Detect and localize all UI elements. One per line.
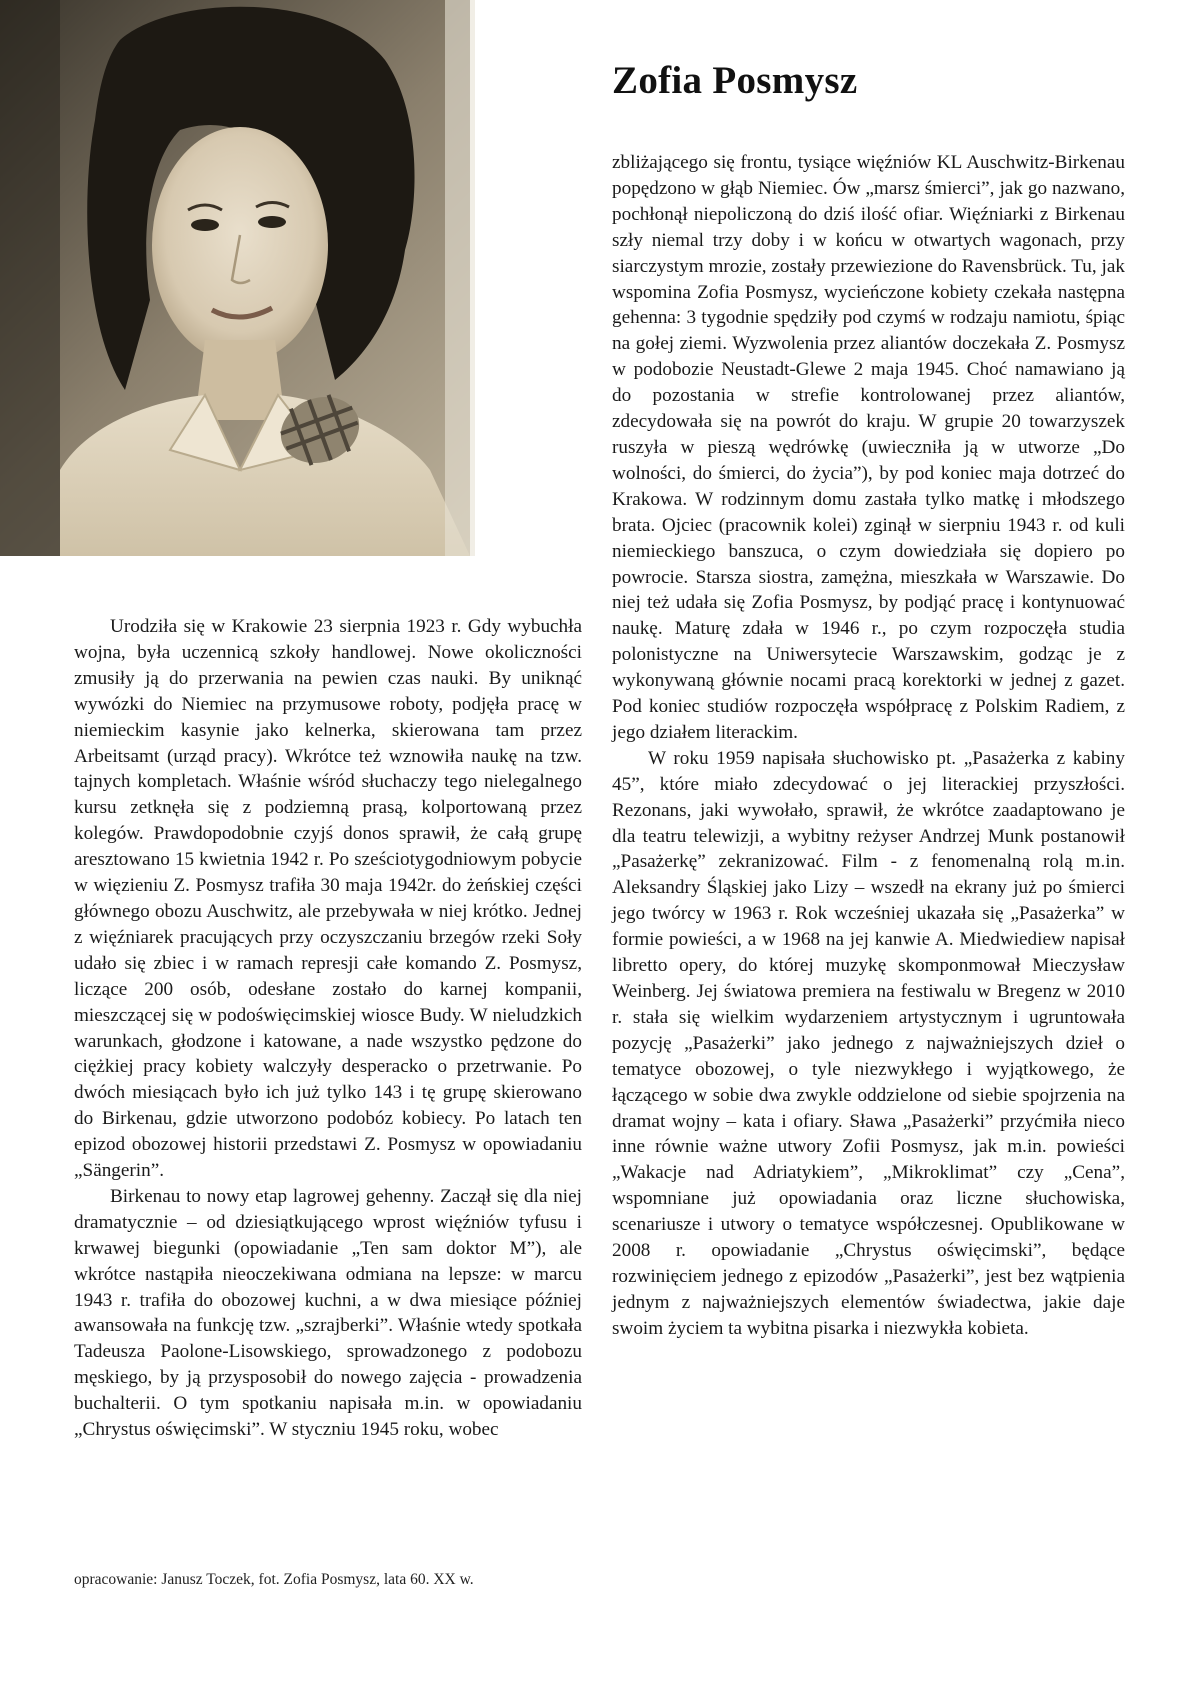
paragraph: W roku 1959 napisała słuchowisko pt. „Pasażerka z kabiny 45”, które miało zdecydować o jej literackiej przyszłości. Rezonans, jaki wywołało, sprawił, że wkrótce zaadaptowano je dla teatru telewizji, a wybitny reżyser Andrzej Munk postanowił „Pasażerkę” zekranizować. Film - z fenomenalną rolą m.in. Aleksandry Śląskiej jako Lizy – wszedł na ekrany już po śmierci jego twórcy w 1963 r. Rok wcześniej ukazała się „Pasażerka” w formie powieści, a w 1968 na jej kanwie A. Miedwiediew napisał libretto opery, do której muzykę skomponmował Mieczysław Weinberg. Jej światowa premiera na festiwalu w Bregenz w 2010 r. stała się wielkim wydarzeniem artystycznym i ugruntowała pozycję „Pasażerki” jako jednego z najważniejszych dzieł o tematyce obozowej, o tyle niezwykłego i wyjątkowego, że łączącego w sobie dwa zwykle oddzielone od siebie spojrzenia na dramat wojny – kata i ofiary. Sława „Pasażerki” przyćmiła nieco inne równie ważne utwory Zofii Posmysz, jak m.in. powieści „Wakacje nad Adriatykiem”, „Mikroklimat” czy „Cena”, wspomniane już opowiadania oraz liczne słuchowiska, scenariusze i utwory o tematyce współczesnej. Opublikowane w 2008 r. opowiadanie „Chrystus oświęcimski”, będące rozwinięciem jednego z epizodów „Pasażerki”, jest bez wątpienia jednym z najważniejszych elementów świadectwa, jakie daje swoim życiem ta wybitna pisarka i niezwykła kobieta. bbox=[612, 747, 1125, 1339]
article-column-left bbox=[74, 614, 582, 1443]
portrait-photo-icon bbox=[0, 0, 578, 556]
paragraph: Birkenau to nowy etap lagrowej gehenny. Zaczął się dla niej dramatycznie – od dziesiątkującego wprost więźniów tyfusu i krwawej biegunki (opowiadanie „Ten sam doktor M”), ale wkrótce nastąpiła nieoczekiwana odmiana na lepsze: w marcu 1943 r. trafiła do obozowej kuchni, a w dwa miesiące później awansowała na funkcję tzw. „szrajberki”. Właśnie wtedy spotkała Tadeusza Paolone-Lisowskiego, sprowadzonego z podobozu męskiego, by ją przysposobił do nowego zajęcia - prowadzenia buchalterii. O tym spotkaniu napisała m.in. w opowiadaniu „Chrystus oświęcimski”. W styczniu 1945 roku, wobec bbox=[74, 1185, 582, 1441]
paragraph: Urodziła się w Krakowie 23 sierpnia 1923 r. Gdy wybuchła wojna, była uczennicą szkoły handlowej. Nowe okoliczności zmusiły ją do przerwania na pewien czas nauki. By uniknąć wywózki do Niemiec na przymusowe roboty, podjęła pracę w niemieckim kasynie jako kelnerka, skierowana tam przez Arbeitsamt (urząd pracy). Wkrótce też wznowiła naukę na tzw. tajnych kompletach. Właśnie wśród słuchaczy tego nielegalnego kursu zetknęła się z podziemną prasą, kolportowaną przez kolegów. Prawdopodobnie czyjś donos sprawił, że całą grupę aresztowano 15 kwietnia 1942 r. Po sześciotygodniowym pobycie w więzieniu Z. Posmysz trafiła 30 maja 1942r. do żeńskiej części głównego obozu Auschwitz, ale przebywała w niej krótko. Jednej z więźniarek pracujących przy oczyszczaniu brzegów rzeki Soły udało się zbiec i w ramach represji całe komando Z. Posmysz, liczące 200 osób, odesłane zostało do karnej kompanii, mieszczącej się w podoświęcimskiej wiosce Budy. W nieludzkich warunkach, głodzone i katowane, a nade wszystko pędzone do ciężkiej pracy kobiety walczyły desperacko o przetrwanie. Po dwóch miesiącach było ich już tylko 143 i tę grupę skierowano do Birkenau, gdzie utworzono podobóz kobiecy. Po latach ten epizod obozowej historii przedstawi Z. Posmysz w opowiadaniu „Sängerin”. bbox=[74, 616, 582, 1182]
article-column-right bbox=[612, 150, 1125, 1342]
page-title: Zofia Posmysz bbox=[612, 59, 858, 102]
paragraph: zbliżającego się frontu, tysiące więźniów KL Auschwitz-Birkenau popędzono w głąb Niemiec. Ów „marsz śmierci”, jak go nazwano, pochłonął niepoliczoną do dziś ilość ofiar. Więźniarki z Birkenau szły niemal trzy doby i w końcu w otwartych wagonach, przy siarczystym mrozie, zostały przewiezione do Ravensbrück. Tu, jak wspomina Zofia Posmysz, wycieńczone kobiety czekała następna gehenna: 3 tygodnie spędziły pod czymś w rodzaju namiotu, śpiąc na gołej ziemi. Wyzwolenia przez aliantów doczekała Z. Posmysz w podobozie Neustadt-Glewe 2 maja 1945. Choć namawiano ją do pozostania w strefie kontrolowanej przez aliantów, zdecydowała się na powrót do kraju. W grupie 20 towarzyszek ruszyła w pieszą wędrówkę (uwieczniła ją w utworze „Do wolności, do śmierci, do życia”), by pod koniec maja dotrzeć do Krakowa. W rodzinnym domu zastała tylko matkę i młodszego brata. Ojciec (pracownik kolei) zginął w sierpniu 1943 r. od kuli niemieckiego banszuca, o czym dowiedziała się dopiero po powrocie. Starsza siostra, zamężna, mieszkała w Warszawie. Do niej też udała się Zofia Posmysz, by podjąć pracę i kontynuować naukę. Maturę zdała w 1946 r., po czym rozpoczęła studia polonistyczne na Uniwersytecie Warszawskim, godząc je z wykonywaną głównie nocami pracą korektorki w jednej z gazet. Pod koniec studiów rozpoczęła współpracę z Polskim Radiem, z jego działem literackim. bbox=[612, 152, 1125, 743]
photo-credit-caption: opracowanie: Janusz Toczek, fot. Zofia Posmysz, lata 60. XX w. bbox=[74, 1571, 474, 1588]
portrait-photo bbox=[0, 0, 578, 556]
